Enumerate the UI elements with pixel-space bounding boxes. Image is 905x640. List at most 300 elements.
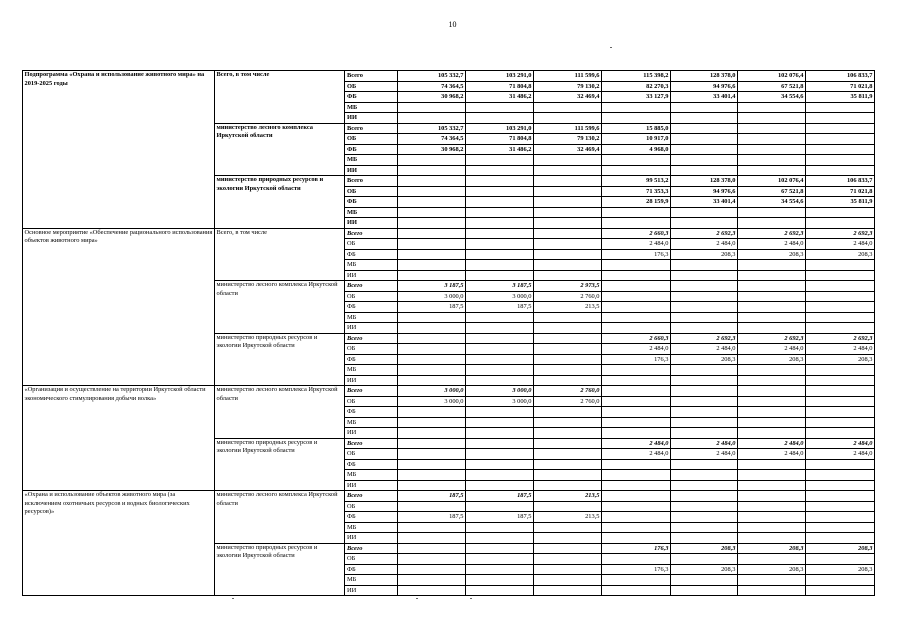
amount-cell (534, 417, 602, 428)
amount-cell (738, 302, 806, 313)
amount-cell (398, 249, 466, 260)
amount-cell (466, 449, 534, 460)
amount-cell (738, 291, 806, 302)
amount-cell (738, 512, 806, 523)
amount-cell: 34 554,6 (738, 197, 806, 208)
amount-cell: 2 484,0 (738, 344, 806, 355)
amount-cell (738, 323, 806, 334)
amount-cell: 34 554,6 (738, 92, 806, 103)
amount-cell (534, 186, 602, 197)
funding-source: МБ (345, 312, 398, 323)
amount-cell (466, 585, 534, 596)
amount-cell (534, 323, 602, 334)
amount-cell: 2 692,3 (671, 228, 738, 239)
amount-cell: 3 187,5 (398, 281, 466, 292)
amount-cell (738, 501, 806, 512)
amount-cell (534, 239, 602, 250)
amount-cell: 33 127,9 (602, 92, 671, 103)
funding-source: Всего (345, 176, 398, 187)
amount-cell (466, 344, 534, 355)
amount-cell (806, 470, 875, 481)
executor-name: Всего, в том числе (215, 228, 345, 281)
funding-source: МБ (345, 575, 398, 586)
funding-source: Всего (345, 386, 398, 397)
amount-cell (534, 438, 602, 449)
amount-cell (398, 375, 466, 386)
amount-cell (398, 459, 466, 470)
amount-cell (738, 554, 806, 565)
amount-cell: 67 521,8 (738, 81, 806, 92)
amount-cell: 2 484,0 (602, 239, 671, 250)
amount-cell (671, 491, 738, 502)
amount-cell (806, 260, 875, 271)
amount-cell (398, 564, 466, 575)
amount-cell (671, 417, 738, 428)
amount-cell (602, 218, 671, 229)
amount-cell (534, 218, 602, 229)
amount-cell (398, 501, 466, 512)
amount-cell (738, 312, 806, 323)
amount-cell: 94 976,6 (671, 81, 738, 92)
amount-cell (806, 585, 875, 596)
amount-cell (671, 281, 738, 292)
amount-cell: 111 599,6 (534, 71, 602, 82)
amount-cell: 67 521,8 (738, 186, 806, 197)
amount-cell (671, 375, 738, 386)
amount-cell (466, 113, 534, 124)
executor-name: министерство природных ресурсов и экологии Иркутской области (215, 176, 345, 229)
amount-cell: 15 885,0 (602, 123, 671, 134)
amount-cell (398, 102, 466, 113)
amount-cell (398, 438, 466, 449)
amount-cell (398, 449, 466, 460)
amount-cell (398, 186, 466, 197)
amount-cell (466, 459, 534, 470)
funding-source: ИИ (345, 270, 398, 281)
amount-cell: 32 469,4 (534, 92, 602, 103)
amount-cell (738, 386, 806, 397)
funding-source: ОБ (345, 554, 398, 565)
amount-cell (466, 354, 534, 365)
amount-cell: 187,5 (398, 302, 466, 313)
amount-cell (602, 575, 671, 586)
amount-cell: 208,3 (738, 564, 806, 575)
amount-cell (738, 575, 806, 586)
amount-cell (466, 218, 534, 229)
amount-cell (534, 533, 602, 544)
amount-cell (398, 207, 466, 218)
funding-source: ФБ (345, 354, 398, 365)
amount-cell (534, 344, 602, 355)
amount-cell: 82 270,3 (602, 81, 671, 92)
amount-cell (671, 470, 738, 481)
table-row (23, 228, 875, 239)
amount-cell: 28 159,9 (602, 197, 671, 208)
amount-cell (534, 176, 602, 187)
amount-cell (466, 564, 534, 575)
amount-cell (602, 386, 671, 397)
funding-source: ИИ (345, 218, 398, 229)
amount-cell: 74 364,5 (398, 81, 466, 92)
amount-cell (806, 533, 875, 544)
amount-cell (466, 575, 534, 586)
amount-cell: 208,3 (671, 543, 738, 554)
amount-cell (671, 102, 738, 113)
amount-cell (738, 218, 806, 229)
amount-cell (398, 260, 466, 271)
amount-cell: 208,3 (738, 354, 806, 365)
amount-cell (602, 533, 671, 544)
amount-cell (466, 480, 534, 491)
amount-cell: 33 401,4 (671, 92, 738, 103)
amount-cell (398, 354, 466, 365)
amount-cell (738, 270, 806, 281)
amount-cell (806, 365, 875, 376)
amount-cell (398, 344, 466, 355)
amount-cell (806, 281, 875, 292)
amount-cell (398, 228, 466, 239)
amount-cell (534, 470, 602, 481)
amount-cell (738, 480, 806, 491)
funding-source: ФБ (345, 144, 398, 155)
activity-title: Основное мероприятие «Обеспечение рационального использования объектов животного мира» (23, 228, 215, 386)
amount-cell: 71 804,8 (466, 134, 534, 145)
amount-cell (602, 113, 671, 124)
amount-cell (671, 365, 738, 376)
amount-cell: 2 484,0 (602, 344, 671, 355)
amount-cell (738, 428, 806, 439)
amount-cell (671, 386, 738, 397)
amount-cell (806, 155, 875, 166)
amount-cell (671, 113, 738, 124)
amount-cell: 3 000,0 (398, 396, 466, 407)
amount-cell (466, 522, 534, 533)
amount-cell: 213,5 (534, 491, 602, 502)
amount-cell (671, 323, 738, 334)
amount-cell: 208,3 (738, 543, 806, 554)
amount-cell: 79 130,2 (534, 81, 602, 92)
scan-mark (232, 598, 234, 599)
funding-source: МБ (345, 102, 398, 113)
amount-cell: 2 484,0 (806, 344, 875, 355)
amount-cell (602, 375, 671, 386)
amount-cell: 71 804,8 (466, 81, 534, 92)
amount-cell (671, 218, 738, 229)
amount-cell (806, 417, 875, 428)
funding-source: ОБ (345, 239, 398, 250)
executor-name: министерство лесного комплекса Иркутской области (215, 491, 345, 544)
amount-cell (806, 270, 875, 281)
amount-cell (466, 197, 534, 208)
amount-cell: 187,5 (466, 302, 534, 313)
amount-cell (398, 218, 466, 229)
funding-source: Всего (345, 71, 398, 82)
amount-cell (806, 554, 875, 565)
amount-cell: 3 000,0 (398, 291, 466, 302)
amount-cell (602, 312, 671, 323)
amount-cell (398, 176, 466, 187)
amount-cell: 2 484,0 (806, 239, 875, 250)
amount-cell: 105 332,7 (398, 71, 466, 82)
amount-cell (602, 165, 671, 176)
executor-name: министерство лесного комплекса Иркутской области (215, 386, 345, 439)
amount-cell (806, 375, 875, 386)
amount-cell (602, 501, 671, 512)
amount-cell: 2 692,3 (806, 333, 875, 344)
scan-mark (470, 598, 472, 599)
amount-cell (738, 260, 806, 271)
amount-cell (671, 501, 738, 512)
amount-cell: 74 364,5 (398, 134, 466, 145)
amount-cell (466, 155, 534, 166)
amount-cell (738, 522, 806, 533)
funding-source: ФБ (345, 564, 398, 575)
amount-cell (671, 302, 738, 313)
amount-cell (466, 375, 534, 386)
amount-cell (806, 218, 875, 229)
funding-source: ФБ (345, 92, 398, 103)
funding-source: Всего (345, 333, 398, 344)
amount-cell: 2 484,0 (671, 438, 738, 449)
amount-cell (602, 323, 671, 334)
funding-source: ИИ (345, 375, 398, 386)
amount-cell: 2 484,0 (806, 438, 875, 449)
amount-cell (466, 365, 534, 376)
amount-cell (671, 207, 738, 218)
amount-cell (534, 459, 602, 470)
amount-cell (398, 365, 466, 376)
scan-mark (416, 598, 418, 599)
amount-cell: 3 187,5 (466, 281, 534, 292)
amount-cell (398, 323, 466, 334)
amount-cell: 30 968,2 (398, 144, 466, 155)
funding-source: ИИ (345, 165, 398, 176)
amount-cell (738, 207, 806, 218)
amount-cell: 30 968,2 (398, 92, 466, 103)
amount-cell: 71 353,3 (602, 186, 671, 197)
funding-source: МБ (345, 260, 398, 271)
amount-cell (738, 533, 806, 544)
funding-source: Всего (345, 438, 398, 449)
amount-cell: 208,3 (806, 249, 875, 260)
amount-cell: 103 291,0 (466, 71, 534, 82)
amount-cell (398, 554, 466, 565)
amount-cell (806, 386, 875, 397)
amount-cell (671, 459, 738, 470)
amount-cell (466, 102, 534, 113)
amount-cell (534, 522, 602, 533)
amount-cell: 2 760,0 (534, 291, 602, 302)
amount-cell (466, 186, 534, 197)
amount-cell (738, 459, 806, 470)
amount-cell (671, 144, 738, 155)
amount-cell: 2 484,0 (738, 438, 806, 449)
funding-source: ФБ (345, 407, 398, 418)
amount-cell: 187,5 (398, 512, 466, 523)
amount-cell (806, 291, 875, 302)
funding-source: ОБ (345, 186, 398, 197)
funding-source: МБ (345, 207, 398, 218)
amount-cell: 2 692,3 (671, 333, 738, 344)
amount-cell (671, 480, 738, 491)
funding-source: ФБ (345, 302, 398, 313)
amount-cell: 2 660,3 (602, 333, 671, 344)
amount-cell: 35 811,9 (806, 197, 875, 208)
amount-cell (398, 585, 466, 596)
amount-cell (398, 239, 466, 250)
amount-cell: 2 484,0 (738, 449, 806, 460)
amount-cell: 3 000,0 (466, 291, 534, 302)
amount-cell (806, 459, 875, 470)
funding-source: ИИ (345, 113, 398, 124)
amount-cell (466, 417, 534, 428)
amount-cell: 208,3 (671, 249, 738, 260)
amount-cell (602, 470, 671, 481)
funding-source: МБ (345, 155, 398, 166)
amount-cell (534, 207, 602, 218)
amount-cell (671, 123, 738, 134)
amount-cell (398, 165, 466, 176)
amount-cell: 2 692,3 (738, 228, 806, 239)
funding-source: ИИ (345, 585, 398, 596)
amount-cell (671, 512, 738, 523)
amount-cell: 2 484,0 (602, 438, 671, 449)
amount-cell: 208,3 (738, 249, 806, 260)
funding-source: ФБ (345, 512, 398, 523)
amount-cell (398, 417, 466, 428)
amount-cell (602, 102, 671, 113)
amount-cell (602, 585, 671, 596)
amount-cell: 176,3 (602, 354, 671, 365)
amount-cell: 176,3 (602, 543, 671, 554)
amount-cell: 71 021,8 (806, 186, 875, 197)
amount-cell (602, 480, 671, 491)
amount-cell (534, 375, 602, 386)
amount-cell (806, 428, 875, 439)
amount-cell (398, 197, 466, 208)
scan-mark (610, 47, 612, 48)
funding-source: МБ (345, 470, 398, 481)
funding-source: ОБ (345, 81, 398, 92)
amount-cell (398, 155, 466, 166)
amount-cell (738, 134, 806, 145)
amount-cell (738, 585, 806, 596)
amount-cell (534, 113, 602, 124)
amount-cell: 208,3 (806, 354, 875, 365)
amount-cell: 2 484,0 (806, 449, 875, 460)
amount-cell (602, 260, 671, 271)
amount-cell (738, 491, 806, 502)
table-row (23, 386, 875, 397)
amount-cell (671, 396, 738, 407)
activity-title: Подпрограмма «Охрана и использование животного мира» на 2019-2025 годы (23, 71, 215, 229)
executor-name: министерство природных ресурсов и экологии Иркутской области (215, 543, 345, 596)
amount-cell: 2 692,3 (806, 228, 875, 239)
amount-cell (466, 407, 534, 418)
amount-cell: 2 484,0 (671, 449, 738, 460)
amount-cell (398, 533, 466, 544)
amount-cell (466, 312, 534, 323)
amount-cell (466, 533, 534, 544)
amount-cell: 187,5 (466, 491, 534, 502)
amount-cell (534, 312, 602, 323)
funding-source: ОБ (345, 134, 398, 145)
executor-name: министерство природных ресурсов и экологии Иркутской области (215, 333, 345, 386)
amount-cell (671, 291, 738, 302)
amount-cell (602, 554, 671, 565)
amount-cell: 71 021,8 (806, 81, 875, 92)
amount-cell (398, 522, 466, 533)
amount-cell (534, 102, 602, 113)
amount-cell: 176,3 (602, 249, 671, 260)
amount-cell: 35 811,9 (806, 92, 875, 103)
amount-cell (466, 428, 534, 439)
amount-cell (534, 365, 602, 376)
amount-cell (534, 585, 602, 596)
amount-cell: 102 076,4 (738, 176, 806, 187)
amount-cell: 128 378,0 (671, 71, 738, 82)
amount-cell (466, 333, 534, 344)
amount-cell (602, 459, 671, 470)
amount-cell (806, 491, 875, 502)
amount-cell (738, 417, 806, 428)
amount-cell (398, 407, 466, 418)
amount-cell: 33 401,4 (671, 197, 738, 208)
amount-cell: 94 976,6 (671, 186, 738, 197)
funding-source: Всего (345, 123, 398, 134)
amount-cell (602, 291, 671, 302)
amount-cell: 213,5 (534, 302, 602, 313)
amount-cell (671, 533, 738, 544)
amount-cell: 2 484,0 (602, 449, 671, 460)
amount-cell (738, 155, 806, 166)
amount-cell (398, 428, 466, 439)
amount-cell: 3 000,0 (466, 396, 534, 407)
amount-cell (671, 522, 738, 533)
amount-cell (602, 491, 671, 502)
funding-source: МБ (345, 522, 398, 533)
amount-cell (806, 575, 875, 586)
amount-cell (806, 134, 875, 145)
amount-cell (398, 543, 466, 554)
amount-cell: 10 917,0 (602, 134, 671, 145)
amount-cell (466, 323, 534, 334)
funding-source: Всего (345, 491, 398, 502)
amount-cell (806, 480, 875, 491)
amount-cell: 208,3 (806, 564, 875, 575)
amount-cell (534, 554, 602, 565)
amount-cell (806, 396, 875, 407)
amount-cell (738, 375, 806, 386)
amount-cell (806, 207, 875, 218)
executor-name: министерство природных ресурсов и экологии Иркутской области (215, 438, 345, 491)
amount-cell (806, 501, 875, 512)
activity-title: «Охрана и использование объектов животного мира (за исключением охотничьих ресурсов и водных биологических ресурсов)» (23, 491, 215, 596)
amount-cell (602, 396, 671, 407)
amount-cell (806, 123, 875, 134)
amount-cell: 103 291,0 (466, 123, 534, 134)
amount-cell: 208,3 (671, 354, 738, 365)
amount-cell: 106 833,7 (806, 176, 875, 187)
executor-name: Всего, в том числе (215, 71, 345, 124)
amount-cell: 187,5 (398, 491, 466, 502)
amount-cell (738, 396, 806, 407)
amount-cell (534, 228, 602, 239)
amount-cell (534, 449, 602, 460)
amount-cell (466, 165, 534, 176)
amount-cell (534, 333, 602, 344)
funding-source: Всего (345, 543, 398, 554)
